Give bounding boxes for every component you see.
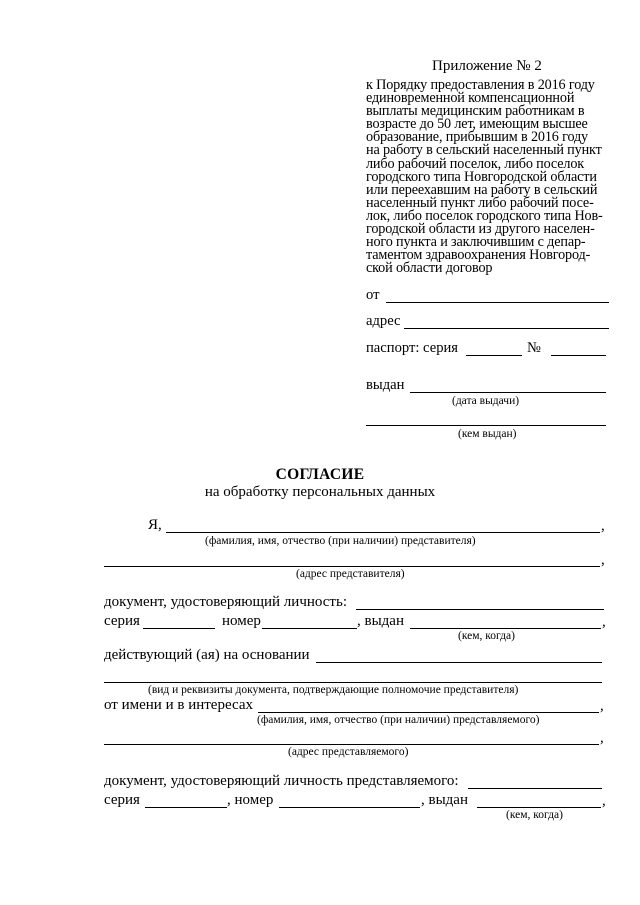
comma: , — [602, 793, 606, 809]
represented-series-field[interactable] — [145, 807, 227, 808]
comma: , — [601, 552, 605, 568]
issued-by-when-field[interactable] — [410, 628, 601, 629]
authority-document-field[interactable] — [104, 682, 602, 683]
comma: , — [600, 730, 604, 746]
comma: , — [602, 614, 606, 630]
represented-id-field[interactable] — [468, 788, 602, 789]
address-field[interactable] — [404, 328, 609, 329]
appendix-line: таментом здравоохранения Новгород- — [366, 247, 591, 264]
i-label: Я, — [148, 517, 162, 533]
id-document-label: документ, удостоверяющий личность: — [104, 594, 347, 610]
represented-address-caption: (адрес представляемого) — [288, 746, 409, 758]
issued-by-label: , выдан — [357, 613, 404, 629]
issue-date-field[interactable] — [410, 392, 606, 393]
appendix-line: ской области договор — [366, 260, 493, 277]
passport-series-field[interactable] — [466, 355, 522, 356]
represented-address-field[interactable] — [104, 744, 599, 745]
appendix-line: или переехавшим на работу в сельский — [366, 181, 598, 198]
passport-series-label: паспорт: серия — [366, 340, 459, 356]
issue-date-caption: (дата выдачи) — [452, 395, 520, 407]
comma: , — [601, 518, 605, 534]
appendix-line: городского типа Новгородской области — [366, 168, 597, 185]
acting-basis-field[interactable] — [316, 662, 602, 663]
representative-name-caption: (фамилия, имя, отчество (при наличии) представителя) — [205, 535, 476, 547]
issued-by-field[interactable] — [366, 425, 606, 426]
represented-name-field[interactable] — [258, 712, 599, 713]
appendix-description — [366, 79, 622, 275]
number-label: , номер — [227, 792, 274, 808]
appendix-line: либо рабочий поселок, либо поселок — [366, 155, 585, 172]
appendix-line: на работу в сельский населенный пункт — [366, 142, 602, 159]
appendix-line: единовременной компенсационной — [366, 90, 575, 107]
representative-address-caption: (адрес представителя) — [296, 568, 405, 580]
appendix-line: ного пункта и заключившим с депар- — [366, 234, 586, 251]
consent-title: СОГЛАСИЕ — [275, 466, 365, 483]
comma: , — [600, 698, 604, 714]
on-behalf-label: от имени и в интересах — [104, 697, 253, 713]
appendix-line: возрасте до 50 лет, имеющим высшее — [366, 116, 588, 133]
number-field[interactable] — [262, 628, 357, 629]
appendix-line: населенный пункт либо рабочий посе- — [366, 194, 594, 211]
passport-number-field[interactable] — [551, 355, 606, 356]
represented-id-label: документ, удостоверяющий личность представляемого: — [104, 773, 459, 789]
issued-by-caption: (кем выдан) — [458, 428, 517, 440]
from-field[interactable] — [386, 302, 609, 303]
issued-label: выдан — [366, 377, 405, 393]
acting-basis-label: действующий (ая) на основании — [104, 647, 310, 663]
passport-number-sign: № — [527, 340, 541, 356]
appendix-line: к Порядку предоставления в 2016 году — [366, 77, 595, 93]
represented-name-caption: (фамилия, имя, отчество (при наличии) представляемого) — [257, 714, 540, 726]
issued-by-when-caption: (кем, когда) — [458, 630, 515, 642]
number-label: номер — [222, 613, 261, 629]
issued-by-label: , выдан — [421, 792, 468, 808]
representative-name-field[interactable] — [166, 532, 600, 533]
represented-number-field[interactable] — [279, 807, 420, 808]
represented-issued-caption: (кем, когда) — [506, 809, 563, 821]
id-document-field[interactable] — [356, 609, 604, 610]
appendix-line: выплаты медицинским работникам в — [366, 103, 585, 120]
represented-issued-field[interactable] — [477, 807, 601, 808]
address-label: адрес — [366, 313, 401, 329]
series-label: серия — [104, 792, 140, 808]
appendix-line: лок, либо поселок городского типа Нов- — [366, 207, 603, 224]
series-label: серия — [104, 613, 140, 629]
representative-address-field[interactable] — [104, 566, 600, 567]
authority-document-caption: (вид и реквизиты документа, подтверждающие полномочие представителя) — [148, 684, 519, 696]
appendix-line: образование, прибывшим в 2016 году — [366, 129, 589, 146]
series-field[interactable] — [143, 628, 215, 629]
consent-subtitle: на обработку персональных данных — [204, 484, 436, 500]
appendix-title: Приложение № 2 — [432, 58, 542, 74]
from-label: от — [366, 287, 380, 303]
appendix-line: городской области из другого населен- — [366, 221, 595, 238]
